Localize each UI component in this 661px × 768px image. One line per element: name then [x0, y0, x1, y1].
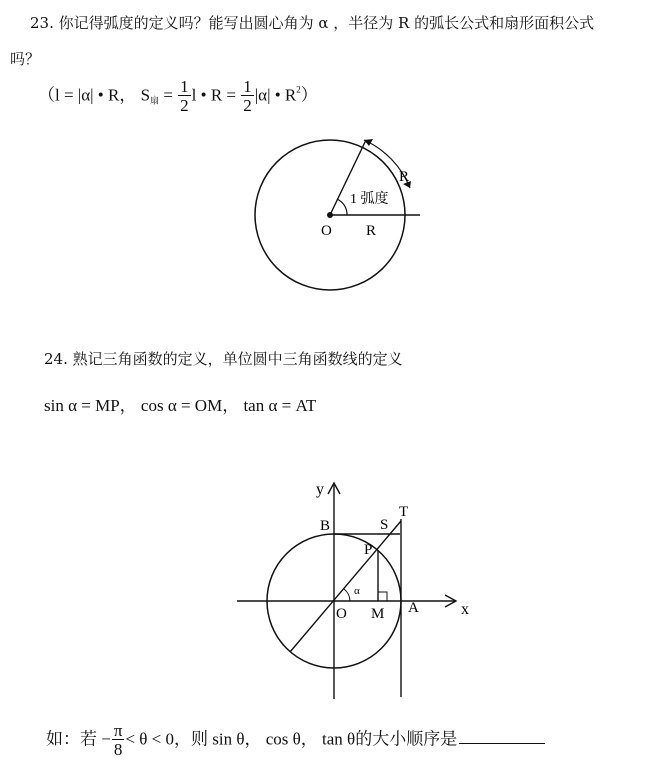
q23-text-line1: 23. 你记得弧度的定义吗？能写出圆心角为 α ，半径为 R 的弧长公式和扇形面积公式 [30, 14, 595, 32]
right-angle-mark [378, 592, 387, 601]
label-T: T [399, 504, 409, 520]
formula-tail: |α| • R [254, 85, 297, 105]
sector-area-subscript: 扇 [150, 95, 160, 106]
paren-close: ） [300, 85, 318, 105]
formula-middle: l • R = [191, 85, 241, 105]
label-y: y [316, 481, 324, 498]
label-B: B [320, 518, 331, 534]
label-A: A [408, 600, 419, 616]
separator: ， [119, 85, 137, 105]
sector-area-symbol: S [140, 85, 151, 105]
example-condition: < θ < 0，则 sin θ， cos θ， tan θ的大小顺序是 [125, 729, 458, 749]
label-M: M [371, 606, 385, 622]
equals: = [159, 85, 178, 105]
squared-exponent: 2 [296, 84, 301, 95]
alpha-angle-arc [344, 589, 350, 601]
q23-text-line2: 吗？ [10, 50, 41, 68]
paren-open: （ [38, 85, 55, 105]
label-alpha: α [354, 585, 360, 597]
arc-length-formula: l = |α| • R [55, 85, 120, 105]
q24-example [46, 722, 545, 759]
label-O: O [336, 606, 347, 622]
fraction-half: $\frac{1}{2}$ [180, 77, 189, 115]
q24-title: 24. 熟记三角函数的定义，单位圆中三角函数线的定义 [44, 350, 403, 368]
radian-label-O: O [321, 223, 332, 239]
fraction-half-2: $\frac{1}{2}$ [243, 77, 252, 115]
radian-label-R-arc: R [399, 169, 410, 185]
radian-angle-label: 1 弧度 [350, 192, 389, 207]
label-S: S [380, 517, 389, 533]
radian-label-R-base: R [366, 223, 377, 239]
fraction-pi-over-8: $\frac{\pi}{8}$ [113, 721, 123, 759]
label-x: x [461, 601, 469, 618]
label-P: P [364, 542, 373, 558]
answer-blank[interactable] [459, 729, 545, 744]
q24-formula: sin α = MP， cos α = OM， tan α = AT [44, 396, 317, 415]
example-lead: 如：若 − [46, 729, 111, 749]
